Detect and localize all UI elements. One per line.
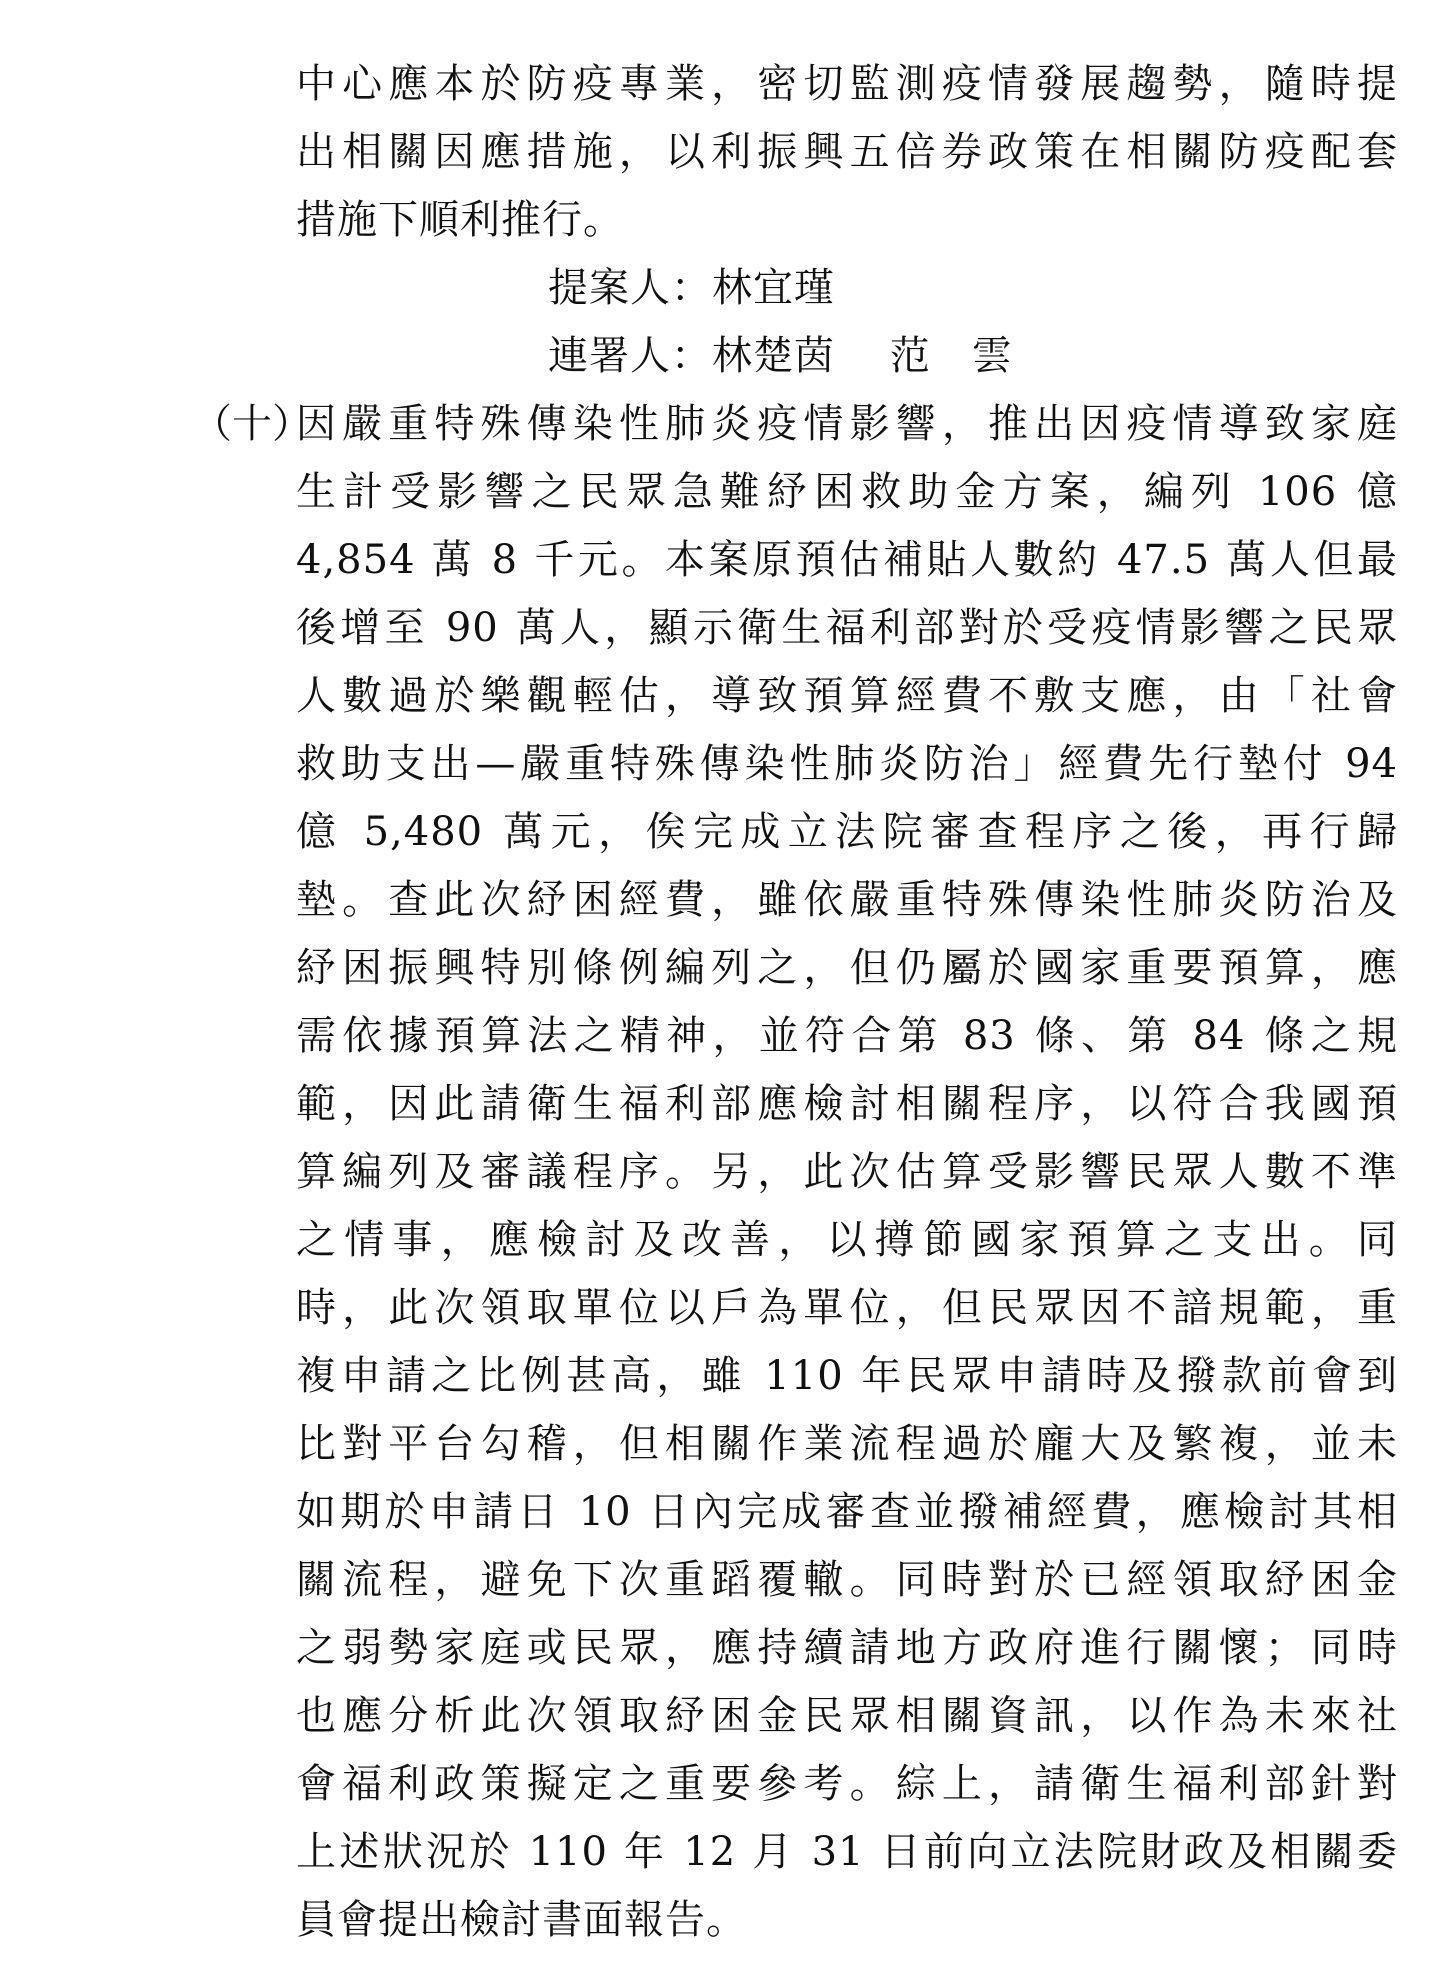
item-line-9: 紓困振興特別條例編列之，但仍屬於國家重要預算，應 [296, 945, 1398, 991]
item-line-23: 員會提出檢討書面報告。 [296, 1897, 747, 1943]
item-line-17: 如期於申請日 10 日內完成審查並撥補經費，應檢討其相 [296, 1489, 1398, 1535]
item-line-13: 之情事，應檢討及改善，以撙節國家預算之支出。同 [296, 1217, 1398, 1263]
item-line-18: 關流程，避免下次重蹈覆轍。同時對於已經領取紓困金 [296, 1557, 1398, 1603]
item-line-7: 億 5,480 萬元，俟完成立法院審查程序之後，再行歸 [296, 809, 1398, 855]
continuation-line-1: 中心應本於防疫專業，密切監測疫情發展趨勢，隨時提 [296, 61, 1398, 107]
continuation-line-3: 措施下順利推行。 [296, 197, 624, 243]
item-line-4: 後增至 90 萬人，顯示衛生福利部對於受疫情影響之民眾 [296, 605, 1398, 651]
item-line-2: 生計受影響之民眾急難紓困救助金方案，編列 106 億 [296, 469, 1398, 515]
item-line-12: 算編列及審議程序。另，此次估算受影響民眾人數不準 [296, 1149, 1398, 1195]
item-line-16: 比對平台勾稽，但相關作業流程過於龐大及繁複，並未 [296, 1421, 1398, 1467]
item-line-8: 墊。查此次紓困經費，雖依嚴重特殊傳染性肺炎防治及 [296, 877, 1398, 923]
item-line-14: 時，此次領取單位以戶為單位，但民眾因不諳規範，重 [296, 1285, 1398, 1331]
item-line-6: 救助支出—嚴重特殊傳染性肺炎防治」經費先行墊付 94 [296, 741, 1398, 787]
item-line-10: 需依據預算法之精神，並符合第 83 條、第 84 條之規 [296, 1013, 1398, 1059]
item-line-15: 複申請之比例甚高，雖 110 年民眾申請時及撥款前會到 [296, 1353, 1398, 1399]
item-line-3: 4,854 萬 8 千元。本案原預估補貼人數約 47.5 萬人但最 [296, 537, 1398, 583]
item-line-5: 人數過於樂觀輕估，導致預算經費不敷支應，由「社會 [296, 673, 1398, 719]
item-line-20: 也應分析此次領取紓困金民眾相關資訊，以作為未來社 [296, 1693, 1398, 1739]
item-line-11: 範，因此請衛生福利部應檢討相關程序，以符合我國預 [296, 1081, 1398, 1127]
item-line-22: 上述狀況於 110 年 12 月 31 日前向立法院財政及相關委 [296, 1829, 1398, 1875]
cosigners-signature: 連署人：林楚茵 范 雲 [548, 333, 1013, 379]
proposer-signature: 提案人：林宜瑾 [548, 265, 835, 311]
continuation-line-2: 出相關因應措施，以利振興五倍券政策在相關防疫配套 [296, 129, 1398, 175]
item-line-21: 會福利政策擬定之重要參考。綜上，請衛生福利部針對 [296, 1761, 1398, 1807]
item-line-1: 因嚴重特殊傳染性肺炎疫情影響，推出因疫情導致家庭 [296, 401, 1398, 447]
item-number-marker: （十） [192, 401, 312, 447]
item-line-19: 之弱勢家庭或民眾，應持續請地方政府進行關懷；同時 [296, 1625, 1398, 1671]
